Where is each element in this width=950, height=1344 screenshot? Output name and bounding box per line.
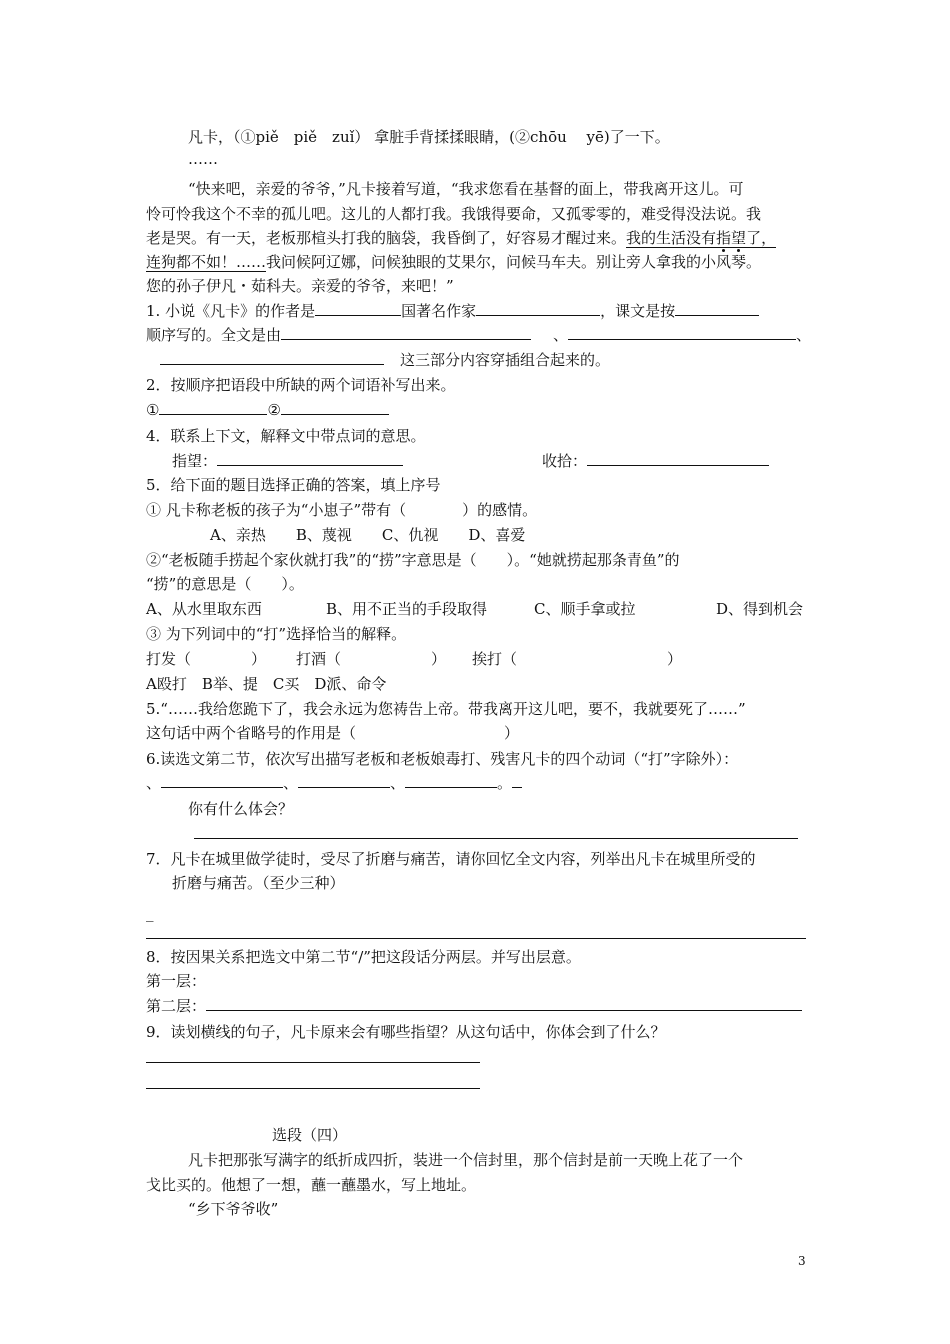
answer-line-9-b[interactable] bbox=[146, 1088, 480, 1089]
question-5-3-options: A殴打 B举、提 C买 D派、命令 bbox=[146, 675, 387, 693]
blank-verb-4[interactable] bbox=[405, 773, 497, 788]
passage-line-1: 凡卡，（①piě piě zuǐ） 拿脏手背揉揉眼睛，(②chōu yē)了一下。 bbox=[188, 128, 670, 146]
blank-zhiwang[interactable] bbox=[217, 451, 403, 466]
question-5-3-word-3: 挨打（ ） bbox=[472, 650, 683, 668]
question-8-layer-1: 第一层： bbox=[146, 972, 207, 990]
question-2-answers: ① ② bbox=[146, 399, 389, 421]
blank-layer-2[interactable] bbox=[206, 996, 802, 1011]
question-1-line-3: 这三部分内容穿插组合起来的。 bbox=[146, 349, 610, 371]
passage-p2-line-3: 老是哭。有一天，老板那楦头打我的脑袋，我昏倒了，好容易才醒过来。我的生活没有指望了， bbox=[146, 229, 777, 247]
passage-p2-line-1: “快来吧，亲爱的爷爷，”凡卡接着写道，“我求您看在基督的面上，带我离开这儿。可 bbox=[188, 180, 744, 198]
question-2: 2．按顺序把语段中所缺的两个词语补写出来。 bbox=[146, 376, 456, 394]
blank-part-1[interactable] bbox=[281, 325, 531, 340]
question-4: 4．联系上下文，解释文中带点词的意思。 bbox=[146, 427, 426, 445]
question-5-3-word-2: 打酒（ ） bbox=[296, 650, 447, 668]
question-5: 5．给下面的题目选择正确的答案，填上序号 bbox=[146, 476, 441, 494]
question-5-2-line-2: “捞”的意思是（ ）。 bbox=[146, 575, 304, 593]
question-4-b: 收拾： bbox=[542, 450, 769, 472]
blank-part-3[interactable] bbox=[160, 350, 384, 365]
answer-line-9-a[interactable] bbox=[146, 1062, 480, 1063]
dotted-char-1: 指 bbox=[716, 229, 732, 247]
question-5-3-word-1: 打发（ ） bbox=[146, 650, 267, 668]
underlined-sentence-part-2: 连狗都不如！…… bbox=[146, 253, 267, 271]
blank-word-2[interactable] bbox=[281, 400, 389, 415]
section-4-line-2: 戈比买的。他想了一想，蘸一蘸墨水，写上地址。 bbox=[146, 1176, 477, 1194]
blank-shoushi[interactable] bbox=[587, 451, 769, 466]
blank-word-1[interactable] bbox=[159, 400, 267, 415]
question-5-1: ① 凡卡称老板的孩子为“小崽子”带有（ ）的感情。 bbox=[146, 501, 538, 519]
blank-order[interactable] bbox=[675, 301, 759, 316]
question-7-line-1: 7．凡卡在城里做学徒时，受尽了折磨与痛苦，请你回忆全文内容，列举出凡卡在城里所受的 bbox=[146, 850, 756, 868]
blank-part-2[interactable] bbox=[568, 325, 796, 340]
blank-verb-2[interactable] bbox=[243, 773, 283, 788]
passage-ellipsis: …… bbox=[188, 150, 218, 168]
question-5-2-option-a: A、从水里取东西 bbox=[146, 600, 262, 618]
section-4-title: 选段（四） bbox=[272, 1126, 348, 1144]
question-7-mark: _ bbox=[146, 904, 154, 922]
question-5-2-line-1: ②“老板随手捞起个家伙就打我”的“捞”字意思是（ ）。“她就捞起那条青鱼”的 bbox=[146, 551, 680, 569]
question-6-answers: 、 、 、 。 bbox=[146, 772, 522, 794]
answer-line-6[interactable] bbox=[194, 838, 798, 839]
question-6: 6.读选文第二节，依次写出描写老板和老板娘毒打、残害凡卡的四个动词（“打”字除外）： bbox=[146, 750, 739, 768]
question-6-b: 你有什么体会？ bbox=[188, 800, 294, 818]
question-5-2-option-d: D、得到机会 bbox=[716, 600, 804, 618]
section-4-line-3: “乡下爷爷收” bbox=[188, 1200, 279, 1218]
question-7-line-2: 折磨与痛苦。（至少三种） bbox=[172, 874, 345, 892]
question-4-a: 指望： bbox=[172, 450, 403, 472]
question-8-layer-2: 第二层： bbox=[146, 995, 802, 1017]
passage-p2-line-4: 连狗都不如！……我问候阿辽娜，问候独眼的艾果尔，问候马车夫。别让旁人拿我的小风琴。 bbox=[146, 253, 762, 271]
question-5b-line-2: 这句话中两个省略号的作用是（ ） bbox=[146, 724, 520, 742]
question-9: 9．读划横线的句子，凡卡原来会有哪些指望？从这句话中，你体会到了什么？ bbox=[146, 1023, 666, 1041]
blank-verb-1[interactable] bbox=[161, 773, 243, 788]
question-5-2-option-c: C、顺手拿或拉 bbox=[534, 600, 636, 618]
blank-verb-3[interactable] bbox=[298, 773, 390, 788]
answer-line-7[interactable] bbox=[146, 938, 806, 939]
question-5b-line-1: 5.“……我给您跪下了，我会永远为您祷告上帝。带我离开这儿吧，要不，我就要死了……” bbox=[146, 700, 746, 718]
question-8: 8．按因果关系把选文中第二节“/”把这段话分两层。并写出层意。 bbox=[146, 948, 581, 966]
question-1-line-2: 顺序写的。全文是由 、 、 bbox=[146, 326, 812, 344]
question-5-1-options: A、亲热 B、蔑视 C、仇视 D、喜爱 bbox=[210, 526, 526, 544]
passage-p2-line-2: 怜可怜我这个不幸的孤儿吧。这儿的人都打我。我饿得要命，又孤零零的，难受得没法说。我 bbox=[146, 205, 762, 223]
passage-p2-line-5: 您的孙子伊凡・茹科夫。亲爱的爷爷，来吧！” bbox=[146, 277, 454, 295]
blank-author[interactable] bbox=[315, 301, 401, 316]
blank-writer[interactable] bbox=[476, 301, 600, 316]
question-1-line-1: 1. 小说《凡卡》的作者是 国著名作家 ，课文是按 bbox=[146, 300, 759, 322]
section-4-line-1: 凡卡把那张写满字的纸折成四折，装进一个信封里，那个信封是前一天晚上花了一个 bbox=[188, 1151, 744, 1169]
page-number: 3 bbox=[798, 1254, 806, 1268]
dotted-char-2: 望 bbox=[731, 229, 747, 247]
underlined-sentence-part-1: 我的生活没有指望了， bbox=[626, 229, 777, 247]
question-5-2-option-b: B、用不正当的手段取得 bbox=[326, 600, 488, 618]
question-5-3: ③ 为下列词中的“打”选择恰当的解释。 bbox=[146, 625, 407, 643]
